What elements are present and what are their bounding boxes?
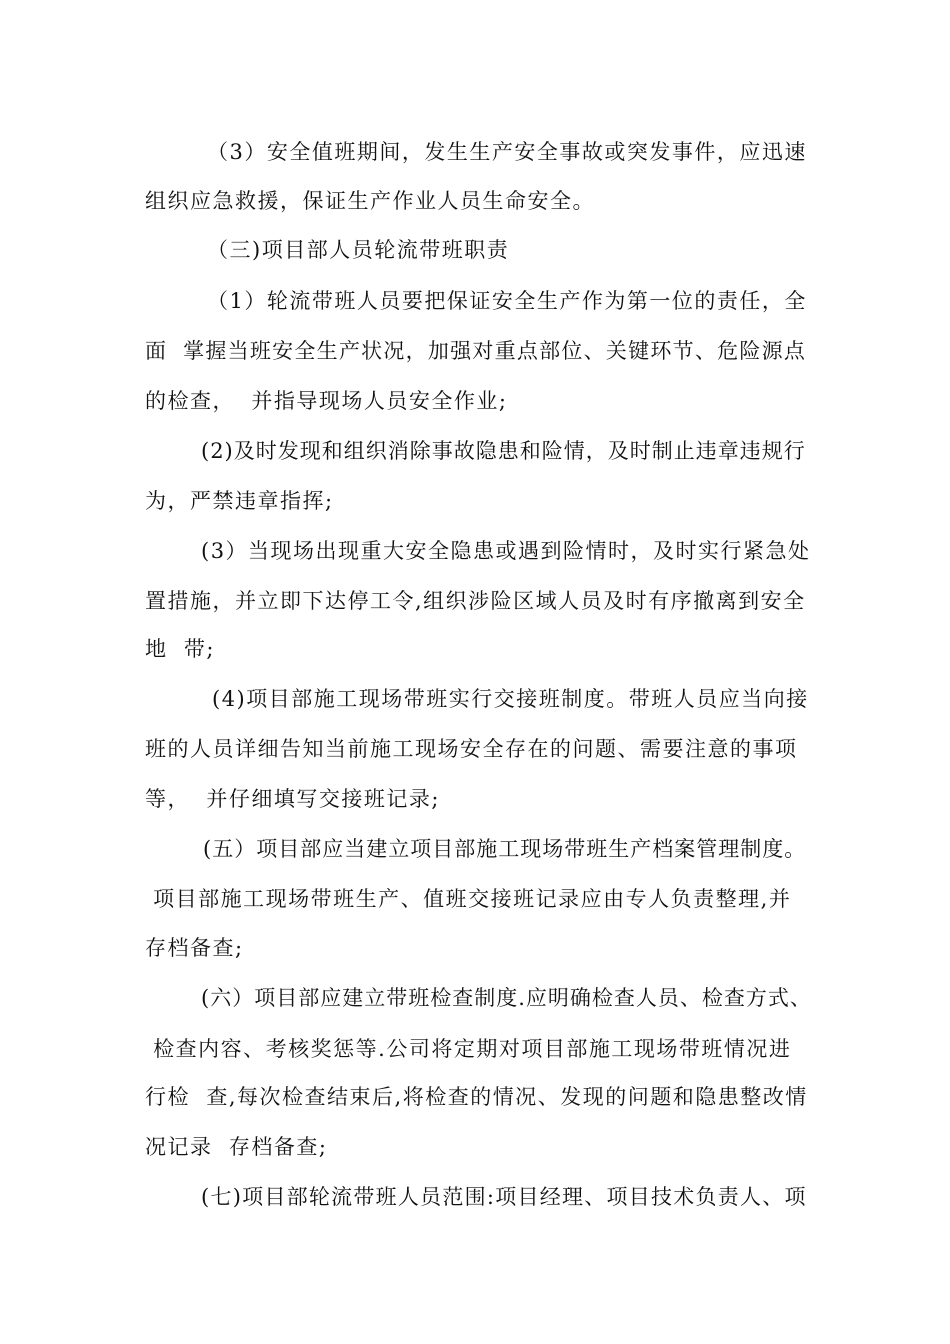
paragraph-line: 置措施，并立即下达停工令,组织涉险区域人员及时有序撤离到安全	[145, 589, 806, 613]
paragraph-line: (七)项目部轮流带班人员范围:项目经理、项目技术负责人、项	[201, 1185, 807, 1209]
paragraph-line: 的检查， 并指导现场人员安全作业;	[145, 389, 508, 413]
paragraph-line: （1）轮流带班人员要把保证安全生产作为第一位的责任，全	[207, 289, 807, 313]
paragraph-line: 行检 查,每次检查结束后,将检查的情况、发现的问题和隐患整改情	[145, 1085, 808, 1109]
paragraph-line: 等， 并仔细填写交接班记录;	[145, 787, 440, 811]
paragraph-line: 存档备查;	[145, 936, 244, 960]
paragraph-line: 面 掌握当班安全生产状况，加强对重点部位、关键环节、危险源点	[145, 339, 807, 363]
paragraph-line: (六）项目部应建立带班检查制度.应明确检查人员、检查方式、	[201, 986, 812, 1010]
paragraph-line: (4)项目部施工现场带班实行交接班制度。带班人员应当向接	[212, 687, 809, 711]
paragraph-line: 班的人员详细告知当前施工现场安全存在的问题、需要注意的事项	[145, 737, 798, 761]
paragraph-line: 项目部施工现场带班生产、值班交接班记录应由专人负责整理,并	[145, 887, 792, 911]
paragraph-line: 检查内容、考核奖惩等.公司将定期对项目部施工现场带班情况进	[145, 1037, 792, 1061]
paragraph-line: 地 带;	[145, 637, 215, 661]
paragraph-line: (3）当现场出现重大安全隐患或遇到险情时，及时实行紧急处	[201, 539, 811, 563]
paragraph-line: (2)及时发现和组织消除事故隐患和险情，及时制止违章违规行	[201, 439, 806, 463]
paragraph-line: 况记录 存档备查;	[145, 1135, 328, 1159]
paragraph-line: (五）项目部应当建立项目部施工现场带班生产档案管理制度。	[203, 837, 807, 861]
section-heading: （三)项目部人员轮流带班职责	[207, 238, 510, 262]
paragraph-line: 组织应急救援，保证生产作业人员生命安全。	[145, 189, 595, 213]
paragraph-line: 为，严禁违章指挥;	[145, 489, 334, 513]
paragraph-line: （3）安全值班期间，发生生产安全事故或突发事件，应迅速	[207, 140, 807, 164]
